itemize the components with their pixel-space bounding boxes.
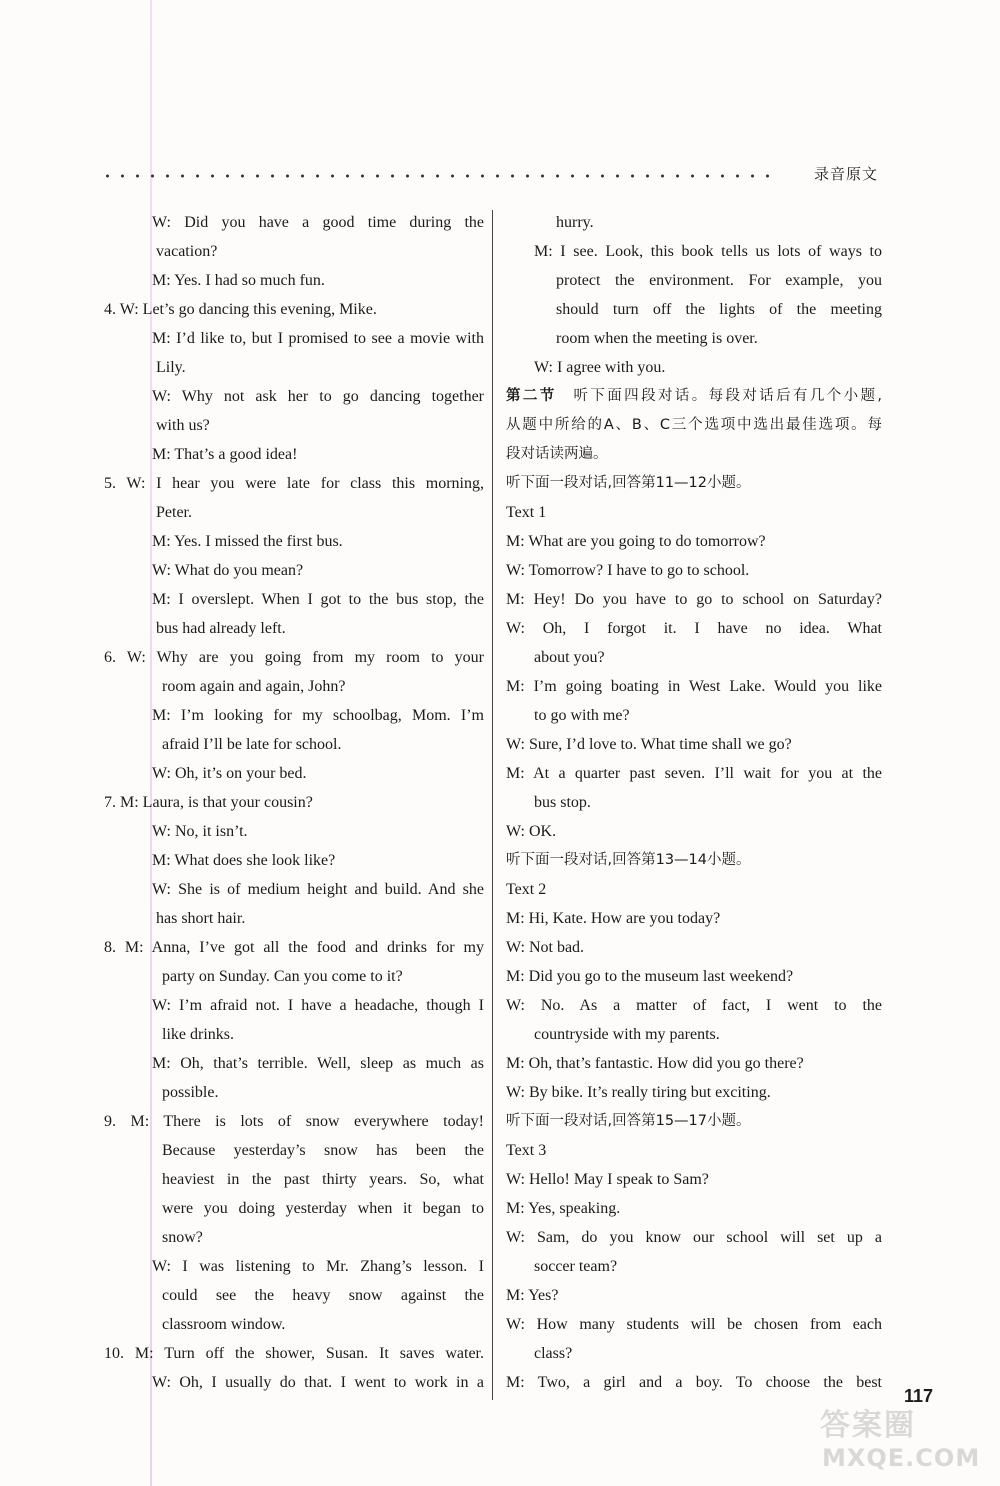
text-line: W: Oh, I usually do that. I went to work in a: [152, 1374, 484, 1391]
text-line: W: Why not ask her to go dancing together: [152, 388, 484, 405]
text-line: M: I overslept. When I got to the bus stop, the: [152, 591, 484, 608]
text-line: vacation?: [156, 243, 218, 260]
text-line: W: Sam, do you know our school will set up a: [506, 1229, 882, 1246]
text-line: M: What are you going to do tomorrow?: [506, 533, 766, 550]
column-divider: [492, 210, 493, 1400]
text-line: could see the heavy snow against the: [162, 1287, 484, 1304]
dotted-rule: [100, 174, 780, 178]
text-line: class?: [534, 1345, 573, 1362]
text-line: about you?: [534, 649, 605, 666]
text-line: 4. W: Let’s go dancing this evening, Mike.: [104, 301, 377, 318]
text-line: soccer team?: [534, 1258, 618, 1275]
text-line: M: Oh, that’s terrible. Well, sleep as much as: [152, 1055, 484, 1072]
text-line: M: That’s a good idea!: [152, 446, 298, 463]
text-line: W: I’m afraid not. I have a headache, though I: [152, 997, 484, 1014]
text-line: 从题中所给的A、B、C三个选项中选出最佳选项。每: [506, 417, 882, 433]
text-line: W: Did you have a good time during the: [152, 214, 484, 231]
text-line: like drinks.: [162, 1026, 234, 1043]
watermark-line1: 答案圈: [820, 1408, 916, 1443]
text-line: afraid I’ll be late for school.: [162, 736, 342, 753]
text-line: W: I was listening to Mr. Zhang’s lesson. I: [152, 1258, 484, 1275]
text-line: M: I’m going boating in West Lake. Would you like: [506, 678, 882, 695]
right-column: [506, 208, 882, 1397]
text-line: W: Oh, I forgot it. I have no idea. What: [506, 620, 882, 637]
text-line: W: Sure, I’d love to. What time shall we go?: [506, 736, 792, 753]
text-line: protect the environment. For example, you: [556, 272, 882, 289]
text-line: countryside with my parents.: [534, 1026, 720, 1043]
text-line: 听下面一段对话,回答第13—14小题。: [506, 852, 751, 868]
text-line: W: By bike. It’s really tiring but exciting.: [506, 1084, 771, 1101]
text-line: W: Oh, it’s on your bed.: [152, 765, 307, 782]
text-line: M: Yes?: [506, 1287, 559, 1304]
page-header: [100, 160, 890, 190]
watermark-line2: MXQE.COM: [822, 1444, 981, 1472]
text-line: W: No. As a matter of fact, I went to the: [506, 997, 882, 1014]
text-line: W: Not bad.: [506, 939, 585, 956]
text-line: possible.: [162, 1084, 219, 1101]
text-line: M: Hey! Do you have to go to school on Saturday?: [506, 591, 882, 608]
text-line: M: Oh, that’s fantastic. How did you go there?: [506, 1055, 804, 1072]
text-line: 段对话读两遍。: [506, 446, 608, 462]
section-label: 第二节: [506, 388, 557, 404]
text-line: room again and again, John?: [162, 678, 346, 695]
text-line: Text 1: [506, 504, 547, 521]
text-line: 9. M: There is lots of snow everywhere today!: [104, 1113, 484, 1130]
page-number: 117: [904, 1386, 934, 1406]
text-line: 7. M: Laura, is that your cousin?: [104, 794, 313, 811]
text-line: 第二节 听下面四段对话。每段对话后有几个小题,: [506, 388, 883, 404]
text-line: W: She is of medium height and build. And she: [152, 881, 484, 898]
watermark-logo: [810, 1400, 990, 1480]
text-line: W: What do you mean?: [152, 562, 304, 579]
text-line: has short hair.: [156, 910, 246, 927]
text-line: 听下面一段对话,回答第15—17小题。: [506, 1113, 751, 1129]
text-line: M: I’m looking for my schoolbag, Mom. I’m: [152, 707, 484, 724]
text-line: should turn off the lights of the meeting: [556, 301, 882, 318]
text-line: room when the meeting is over.: [556, 330, 758, 347]
text-line: 10. M: Turn off the shower, Susan. It saves water.: [104, 1345, 484, 1362]
text-line: 5. W: I hear you were late for class this morning,: [104, 475, 484, 492]
text-line: M: I see. Look, this book tells us lots of ways to: [534, 243, 882, 260]
text-line: Peter.: [156, 504, 192, 521]
left-column: [104, 208, 484, 1397]
text-line: with us?: [156, 417, 210, 434]
text-line: W: No, it isn’t.: [152, 823, 248, 840]
text-line: W: Tomorrow? I have to go to school.: [506, 562, 750, 579]
text-line: classroom window.: [162, 1316, 286, 1333]
text-line: were you doing yesterday when it began to: [162, 1200, 484, 1217]
text-line: W: OK.: [506, 823, 557, 840]
text-line: to go with me?: [534, 707, 630, 724]
text-line: M: Two, a girl and a boy. To choose the best: [506, 1374, 882, 1391]
text-line: M: Yes. I had so much fun.: [152, 272, 325, 289]
text-line: M: Yes, speaking.: [506, 1200, 621, 1217]
text-line: 6. W: Why are you going from my room to your: [104, 649, 484, 666]
text-line: M: Yes. I missed the first bus.: [152, 533, 343, 550]
text-line: M: Did you go to the museum last weekend?: [506, 968, 794, 985]
text-line: 8. M: Anna, I’ve got all the food and drinks for my: [104, 939, 484, 956]
text-line: W: I agree with you.: [534, 359, 666, 376]
text-line: W: How many students will be chosen from each: [506, 1316, 882, 1333]
text-line: bus stop.: [534, 794, 591, 811]
text-line: bus had already left.: [156, 620, 286, 637]
section-title: 录音原文: [813, 165, 878, 183]
text-line: Lily.: [156, 359, 186, 376]
text-line: M: What does she look like?: [152, 852, 336, 869]
text-line: M: At a quarter past seven. I’ll wait for you at the: [506, 765, 882, 782]
text-line: heaviest in the past thirty years. So, what: [162, 1171, 484, 1188]
text-line: M: Hi, Kate. How are you today?: [506, 910, 721, 927]
text-line: party on Sunday. Can you come to it?: [162, 968, 403, 985]
text-line: 听下面一段对话,回答第11—12小题。: [506, 475, 751, 491]
text-line: snow?: [162, 1229, 203, 1246]
text-line: hurry.: [556, 214, 594, 231]
text-line: Because yesterday’s snow has been the: [162, 1142, 484, 1159]
text-line: W: Hello! May I speak to Sam?: [506, 1171, 709, 1188]
text-line: Text 3: [506, 1142, 547, 1159]
text-line: M: I’d like to, but I promised to see a movie with: [152, 330, 484, 347]
text-line: Text 2: [506, 881, 547, 898]
